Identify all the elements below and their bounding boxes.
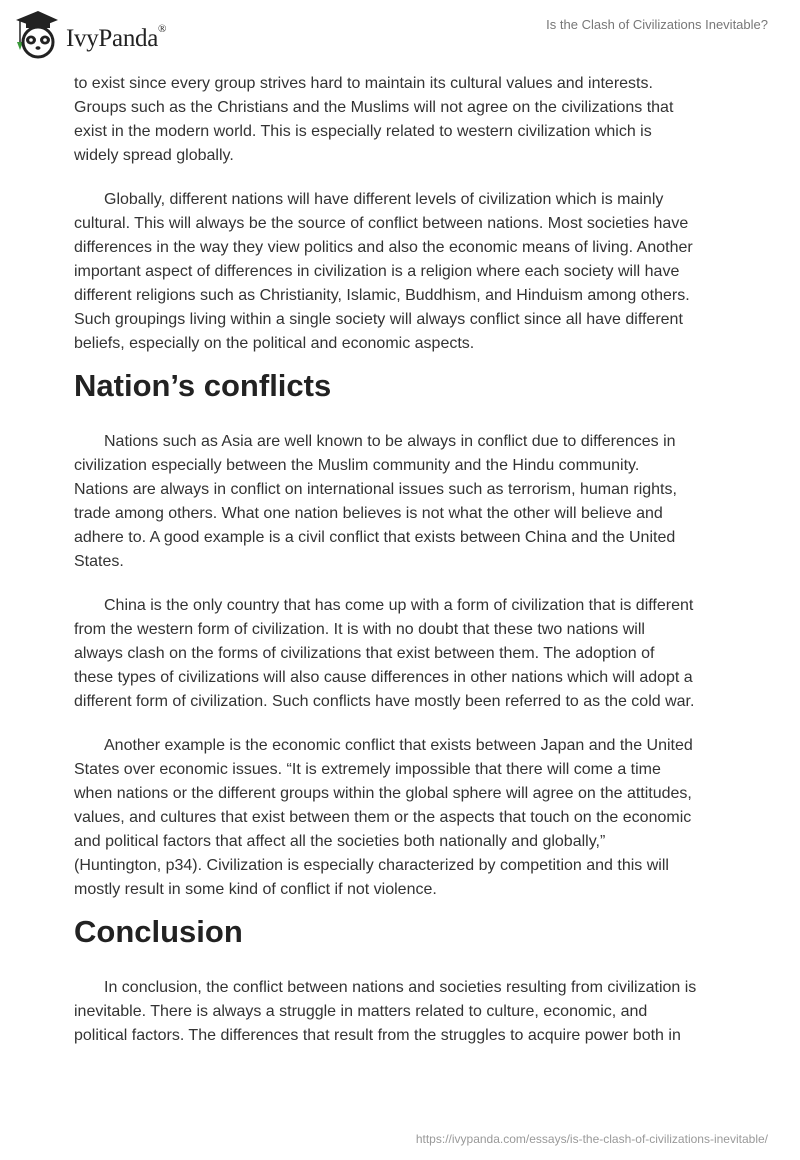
paragraph-line: when nations or the different groups within the global sphere will agree on the attitudes, xyxy=(74,785,692,802)
section-heading: Nation’s conflicts xyxy=(74,368,332,403)
paragraph-line: cultural. This will always be the source of conflict between nations. Most societies have xyxy=(74,215,689,232)
paragraph-line: different form of civilization. Such conflicts have mostly been referred to as the cold war. xyxy=(74,693,695,710)
paragraph-line: these types of civilizations will also cause differences in other nations which will adopt a xyxy=(74,669,693,686)
source-url[interactable]: https://ivypanda.com/essays/is-the-clash-of-civilizations-inevitable/ xyxy=(415,1132,768,1146)
logo-text: IvyPanda® xyxy=(66,23,167,52)
paragraph-line: Groups such as the Christians and the Muslims will not agree on the civilizations that xyxy=(74,99,674,116)
page-header xyxy=(0,0,800,70)
paragraph-line: mostly result in some kind of conflict if not violence. xyxy=(74,881,437,898)
paragraph xyxy=(74,976,734,1048)
paragraph-line: values, and cultures that exist between them or the aspects that touch on the economic xyxy=(74,809,692,826)
paragraph-line: exist in the modern world. This is especially related to western civilization which is xyxy=(74,123,652,140)
paragraph-line: civilization especially between the Muslim community and the Hindu community. xyxy=(74,457,640,474)
paragraph xyxy=(74,72,734,168)
ivypanda-logo[interactable] xyxy=(12,8,166,60)
paragraph-line: widely spread globally. xyxy=(74,147,234,164)
paragraph-line: trade among others. What one nation believes is not what the other will believe and xyxy=(74,505,663,522)
paragraph-line: always clash on the forms of civilizations that exist between them. The adoption of xyxy=(74,645,655,662)
paragraph xyxy=(74,188,734,356)
paragraph-line: adhere to. A good example is a civil conflict that exists between China and the United xyxy=(74,529,676,546)
paragraph-line: In conclusion, the conflict between nations and societies resulting from civilization is xyxy=(104,979,697,996)
paragraph-line: important aspect of differences in civilization is a religion where each society will have xyxy=(74,263,680,280)
paragraph-line: Another example is the economic conflict that exists between Japan and the United xyxy=(104,737,693,754)
paragraph-line: to exist since every group strives hard to maintain its cultural values and interests. xyxy=(74,75,653,92)
paragraph-line: and political factors that affect all the societies both nationally and globally,” xyxy=(74,833,606,850)
paragraph xyxy=(74,430,734,574)
paragraph-line: Nations are always in conflict on international issues such as terrorism, human rights, xyxy=(74,481,677,498)
paragraph-line: Such groupings living within a single society will always conflict since all have different xyxy=(74,311,683,328)
paragraph-line: China is the only country that has come up with a form of civilization that is different xyxy=(104,597,694,614)
paragraph-line: differences in the way they view politics and also the economic means of living. Another xyxy=(74,239,693,256)
paragraph-line: States. xyxy=(74,553,124,570)
paragraph-line: States over economic issues. “It is extremely impossible that there will come a time xyxy=(74,761,661,778)
document-title: Is the Clash of Civilizations Inevitable? xyxy=(546,17,768,32)
paragraph-line: from the western form of civilization. It is with no doubt that these two nations will xyxy=(74,621,645,638)
panda-graduate-icon xyxy=(12,8,60,60)
paragraph-line: inevitable. There is always a struggle in matters related to culture, economic, and xyxy=(74,1003,648,1020)
paragraph-line: political factors. The differences that result from the struggles to acquire power both in xyxy=(74,1027,681,1044)
paragraph-line: Nations such as Asia are well known to be always in conflict due to differences in xyxy=(104,433,676,450)
paragraph-line: beliefs, especially on the political and economic aspects. xyxy=(74,335,475,352)
paragraph xyxy=(74,594,734,714)
paragraph-line: Globally, different nations will have different levels of civilization which is mainly xyxy=(104,191,664,208)
paragraph-line: (Huntington, p34). Civilization is especially characterized by competition and this will xyxy=(74,857,669,874)
article-body xyxy=(74,72,734,1068)
paragraph xyxy=(74,734,734,902)
section-heading: Conclusion xyxy=(74,914,243,949)
paragraph-line: different religions such as Christianity, Islamic, Buddhism, and Hinduism among others. xyxy=(74,287,690,304)
